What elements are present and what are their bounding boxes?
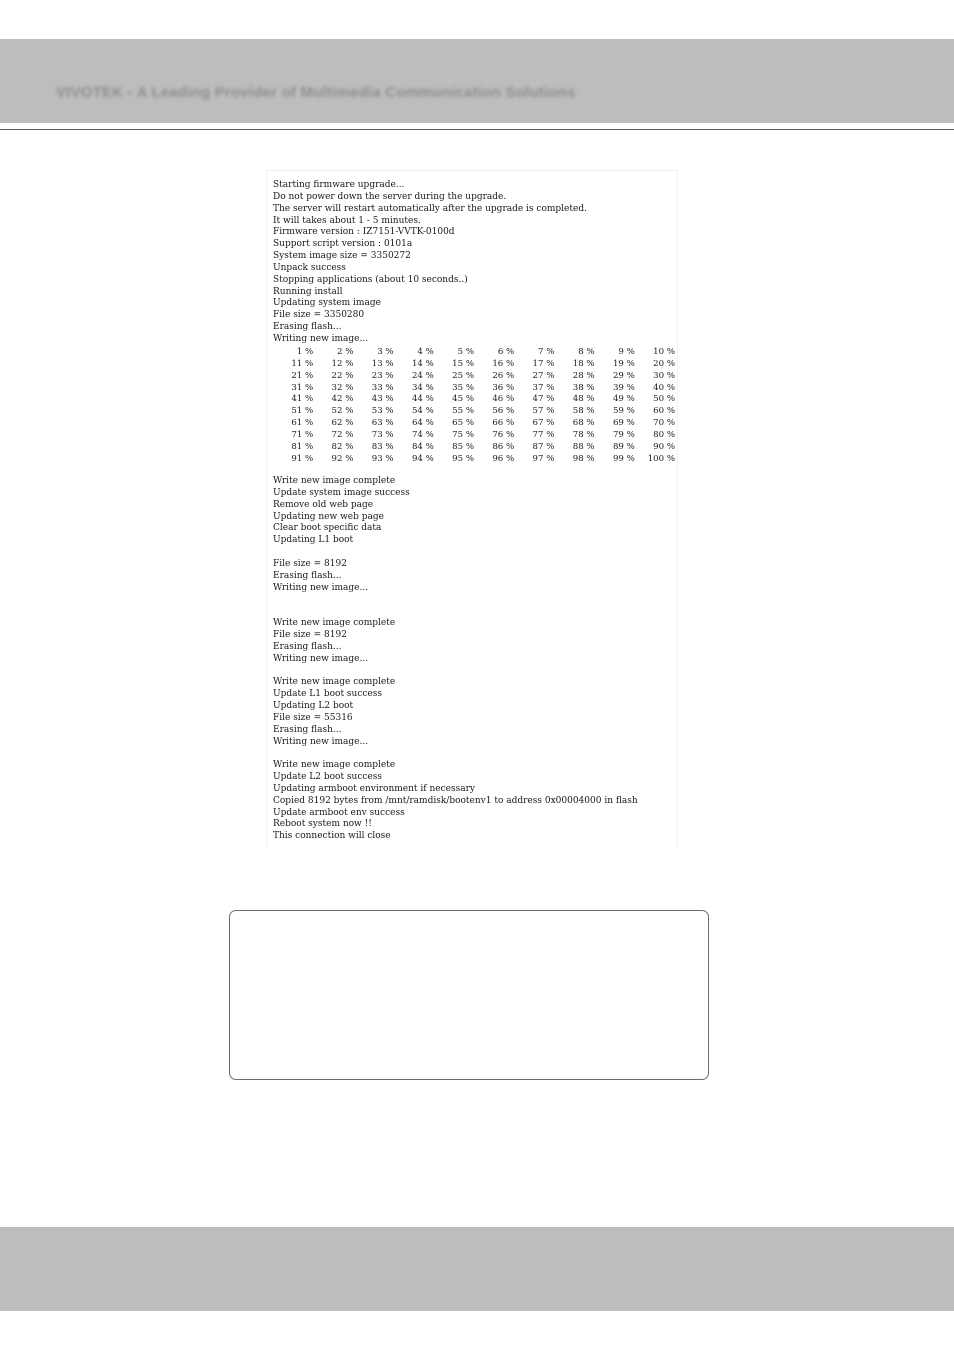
- terminal-completion-log: [273, 476, 638, 843]
- progress-value: 93 %: [371, 453, 394, 464]
- progress-value: 84 %: [411, 441, 434, 452]
- progress-value: 32 %: [331, 382, 354, 393]
- progress-value: 40 %: [653, 382, 675, 393]
- progress-value: 55 %: [452, 406, 474, 417]
- log-line: Update L2 boot success: [273, 772, 382, 783]
- progress-value: 15 %: [452, 358, 474, 369]
- progress-value: 56 %: [492, 406, 515, 417]
- log-line: Update system image success: [273, 487, 410, 498]
- progress-value: 98 %: [572, 453, 595, 464]
- progress-value: 89 %: [612, 441, 635, 452]
- progress-value: 31 %: [291, 382, 314, 393]
- log-line: [273, 748, 638, 760]
- log-line: Starting firmware upgrade...: [273, 180, 405, 190]
- log-line: File size = 3350280: [273, 310, 365, 321]
- progress-value: 20 %: [653, 358, 675, 369]
- progress-value: 47 %: [532, 394, 555, 405]
- progress-value: 54 %: [411, 406, 434, 417]
- log-line: Updating L2 boot: [273, 701, 354, 712]
- log-line: Erasing flash...: [273, 322, 342, 333]
- progress-value: 28 %: [572, 370, 595, 381]
- progress-value: 79 %: [612, 429, 635, 440]
- progress-value: 51 %: [291, 406, 314, 417]
- header-divider: [0, 129, 954, 130]
- log-line: Update armboot env success: [273, 807, 405, 818]
- terminal-intro-log: [273, 180, 587, 346]
- progress-value: 75 %: [452, 429, 474, 440]
- log-line: [273, 606, 638, 618]
- progress-value: 76 %: [492, 429, 515, 440]
- progress-value: 88 %: [572, 441, 595, 452]
- progress-value: 45 %: [452, 394, 474, 405]
- progress-value: 99 %: [612, 453, 635, 464]
- log-line: System image size = 3350272: [273, 251, 411, 262]
- progress-value: 69 %: [612, 418, 635, 429]
- progress-value: 52 %: [331, 406, 354, 417]
- log-line: Updating L1 boot: [273, 535, 354, 546]
- log-line: Write new image complete: [273, 760, 396, 771]
- progress-value: 39 %: [612, 382, 635, 393]
- progress-value: 18 %: [572, 358, 595, 369]
- terminal-output-screenshot: [266, 170, 678, 848]
- progress-value: 65 %: [452, 418, 474, 429]
- progress-value: 1 %: [296, 347, 314, 357]
- progress-value: 14 %: [411, 358, 434, 369]
- progress-value: 100 %: [647, 453, 675, 464]
- progress-value: 66 %: [492, 418, 515, 429]
- progress-value: 2 %: [337, 347, 354, 357]
- progress-value: 42 %: [331, 394, 354, 405]
- progress-value: 71 %: [291, 429, 314, 440]
- log-line: Remove old web page: [273, 499, 374, 510]
- header-tagline: VIVOTEK - A Leading Provider of Multimedia Communication Solutions: [56, 84, 576, 101]
- progress-value: 6 %: [497, 347, 515, 357]
- progress-value: 95 %: [452, 453, 474, 464]
- progress-value: 53 %: [371, 406, 394, 417]
- progress-value: 33 %: [371, 382, 394, 393]
- log-line: Writing new image...: [273, 736, 369, 747]
- progress-value: 82 %: [331, 441, 354, 452]
- progress-value: 4 %: [417, 347, 434, 357]
- log-line: Reboot system now !!: [273, 819, 372, 830]
- log-line: Do not power down the server during the upgrade.: [273, 191, 507, 202]
- log-line: Writing new image...: [273, 653, 369, 664]
- log-line: Firmware version : IZ7151-VVTK-0100d: [273, 227, 455, 238]
- progress-value: 85 %: [452, 441, 474, 452]
- progress-value: 72 %: [331, 429, 354, 440]
- log-line: Write new image complete: [273, 618, 396, 629]
- progress-value: 57 %: [532, 406, 555, 417]
- progress-value: 26 %: [492, 370, 515, 381]
- log-line: [273, 666, 638, 678]
- progress-value: 64 %: [411, 418, 434, 429]
- log-line: Writing new image...: [273, 582, 369, 593]
- progress-value: 46 %: [492, 394, 515, 405]
- log-line: File size = 55316: [273, 712, 353, 723]
- progress-value: 22 %: [331, 370, 354, 381]
- progress-value: 50 %: [653, 394, 675, 405]
- progress-value: 21 %: [291, 370, 314, 381]
- log-line: Clear boot specific data: [273, 523, 382, 534]
- progress-value: 10 %: [653, 347, 675, 357]
- progress-value: 27 %: [532, 370, 555, 381]
- progress-value: 24 %: [411, 370, 434, 381]
- log-line: Stopping applications (about 10 seconds..): [273, 274, 468, 285]
- progress-value: 29 %: [612, 370, 635, 381]
- progress-value: 25 %: [452, 370, 474, 381]
- log-line: Erasing flash...: [273, 570, 342, 581]
- log-line: Erasing flash...: [273, 724, 342, 735]
- progress-percentage-grid: [273, 347, 675, 465]
- progress-value: 38 %: [572, 382, 595, 393]
- progress-value: 78 %: [572, 429, 595, 440]
- log-line: Write new image complete: [273, 677, 396, 688]
- progress-value: 19 %: [612, 358, 635, 369]
- progress-value: 36 %: [492, 382, 515, 393]
- progress-value: 23 %: [371, 370, 394, 381]
- log-line: Erasing flash...: [273, 641, 342, 652]
- progress-value: 61 %: [291, 418, 314, 429]
- progress-value: 48 %: [572, 394, 595, 405]
- progress-value: 3 %: [377, 347, 394, 357]
- log-line: Write new image complete: [273, 476, 396, 486]
- progress-value: 7 %: [538, 347, 555, 357]
- progress-value: 44 %: [411, 394, 434, 405]
- log-line: [273, 594, 638, 606]
- log-line: Updating new web page: [273, 511, 384, 522]
- progress-value: 30 %: [653, 370, 675, 381]
- progress-value: 62 %: [331, 418, 354, 429]
- log-line: Support script version : 0101a: [273, 239, 413, 250]
- note-box: [229, 910, 709, 1080]
- log-line: Update L1 boot success: [273, 689, 382, 700]
- log-line: Running install: [273, 286, 343, 297]
- progress-value: 41 %: [291, 394, 314, 405]
- log-line: File size = 8192: [273, 629, 347, 640]
- footer-band: [0, 1227, 954, 1311]
- log-line: This connection will close: [273, 831, 391, 842]
- progress-value: 73 %: [371, 429, 394, 440]
- log-line: Updating system image: [273, 298, 381, 309]
- progress-value: 37 %: [532, 382, 555, 393]
- progress-value: 92 %: [331, 453, 354, 464]
- log-line: The server will restart automatically after the upgrade is completed.: [273, 203, 587, 214]
- log-line: Copied 8192 bytes from /mnt/ramdisk/bootenv1 to address 0x00004000 in flash: [273, 795, 638, 806]
- progress-value: 74 %: [411, 429, 434, 440]
- progress-value: 94 %: [411, 453, 434, 464]
- progress-value: 16 %: [492, 358, 515, 369]
- log-line: Updating armboot environment if necessary: [273, 783, 475, 794]
- progress-value: 67 %: [532, 418, 555, 429]
- progress-value: 60 %: [653, 406, 675, 417]
- progress-value: 43 %: [371, 394, 394, 405]
- progress-value: 35 %: [452, 382, 474, 393]
- progress-value: 80 %: [653, 429, 675, 440]
- progress-value: 49 %: [612, 394, 635, 405]
- progress-value: 58 %: [572, 406, 595, 417]
- progress-value: 17 %: [532, 358, 555, 369]
- progress-value: 11 %: [291, 358, 314, 369]
- progress-value: 81 %: [291, 441, 314, 452]
- log-line: File size = 8192: [273, 558, 347, 569]
- progress-value: 12 %: [331, 358, 354, 369]
- progress-value: 91 %: [291, 453, 314, 464]
- progress-value: 90 %: [653, 441, 675, 452]
- log-line: [273, 547, 638, 559]
- progress-value: 96 %: [492, 453, 515, 464]
- log-line: It will takes about 1 - 5 minutes.: [273, 215, 421, 226]
- progress-value: 77 %: [532, 429, 555, 440]
- progress-value: 83 %: [371, 441, 394, 452]
- progress-value: 13 %: [371, 358, 394, 369]
- progress-value: 9 %: [618, 347, 635, 357]
- progress-value: 87 %: [532, 441, 555, 452]
- progress-value: 97 %: [532, 453, 555, 464]
- progress-value: 5 %: [457, 347, 474, 357]
- log-line: Writing new image...: [273, 333, 369, 344]
- progress-value: 68 %: [572, 418, 595, 429]
- progress-value: 86 %: [492, 441, 515, 452]
- log-line: Unpack success: [273, 262, 346, 273]
- progress-value: 70 %: [653, 418, 675, 429]
- header-band: [0, 39, 954, 123]
- progress-value: 59 %: [612, 406, 635, 417]
- progress-value: 8 %: [578, 347, 595, 357]
- progress-value: 63 %: [371, 418, 394, 429]
- progress-value: 34 %: [411, 382, 434, 393]
